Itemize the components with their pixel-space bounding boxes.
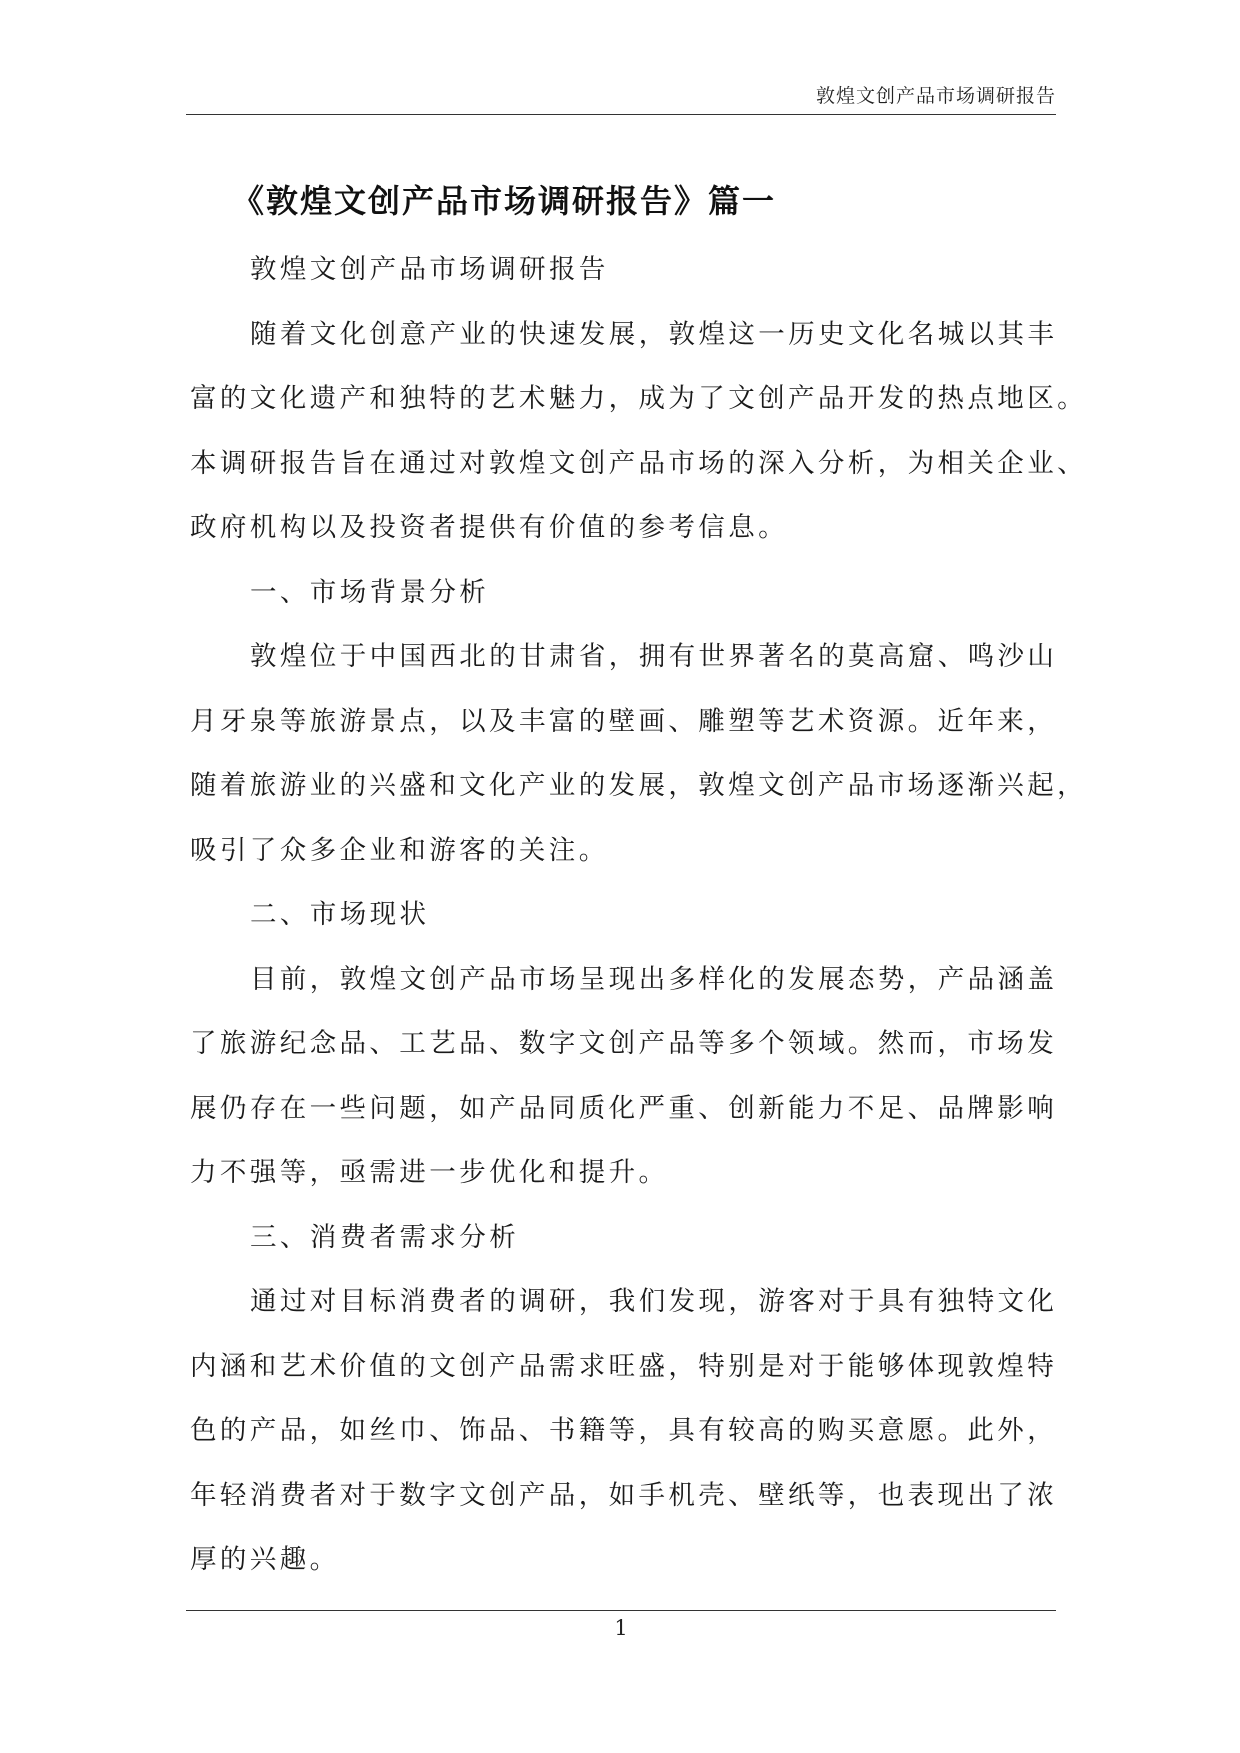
paragraph-line: 二、市场现状 [250,899,430,930]
paragraph-line: 政府机构以及投资者提供有价值的参考信息。 [190,512,788,543]
header-divider [186,114,1056,115]
page-number: 1 [614,1616,628,1640]
paragraph-line: 年轻消费者对于数字文创产品，如手机壳、壁纸等，也表现出了浓 [190,1479,1058,1511]
paragraph-line: 厚的兴趣。 [190,1544,340,1575]
body-paragraph [190,625,1087,883]
paragraph-line: 内涵和艺术价值的文创产品需求旺盛，特别是对于能够体现敦煌特 [190,1350,1058,1382]
paragraph-line: 力不强等，亟需进一步优化和提升。 [190,1157,669,1188]
document-title: 《敦煌文创产品市场调研报告》篇一 [232,182,777,221]
paragraph-line: 本调研报告旨在通过对敦煌文创产品市场的深入分析，为相关企业、 [190,447,1087,479]
body-paragraph [190,1270,1062,1593]
paragraph-line: 色的产品，如丝巾、饰品、书籍等，具有较高的购买意愿。此外， [190,1415,1058,1446]
body-paragraph [190,238,1062,303]
paragraph-line: 通过对目标消费者的调研，我们发现，游客对于具有独特文化 [250,1286,1058,1317]
body-paragraph [190,948,1062,1206]
running-header: 敦煌文创产品市场调研报告 [815,85,1056,107]
body-paragraph [190,883,1062,948]
paragraph-line: 目前，敦煌文创产品市场呈现出多样化的发展态势，产品涵盖 [250,963,1058,995]
paragraph-line: 敦煌文创产品市场调研报告 [250,254,609,285]
paragraph-line: 随着旅游业的兴盛和文化产业的发展，敦煌文创产品市场逐渐兴起， [190,770,1087,801]
paragraph-line: 展仍存在一些问题，如产品同质化严重、创新能力不足、品牌影响 [190,1092,1058,1124]
paragraph-line: 富的文化遗产和独特的艺术魅力，成为了文创产品开发的热点地区。 [190,383,1087,414]
footer-divider [186,1610,1056,1611]
body-paragraph [190,303,1087,561]
paragraph-line: 随着文化创意产业的快速发展，敦煌这一历史文化名城以其丰 [250,318,1058,350]
paragraph-line: 三、消费者需求分析 [250,1221,520,1253]
paragraph-line: 了旅游纪念品、工艺品、数字文创产品等多个领域。然而，市场发 [190,1028,1058,1059]
paragraph-line: 一、市场背景分析 [250,576,490,608]
body-paragraph [190,1206,1062,1271]
document-body [190,238,1087,1593]
paragraph-line: 敦煌位于中国西北的甘肃省，拥有世界著名的莫高窟、鸣沙山 [250,641,1058,672]
paragraph-line: 吸引了众多企业和游客的关注。 [190,834,609,866]
body-paragraph [190,561,1062,626]
paragraph-line: 月牙泉等旅游景点，以及丰富的壁画、雕塑等艺术资源。近年来， [190,705,1058,737]
